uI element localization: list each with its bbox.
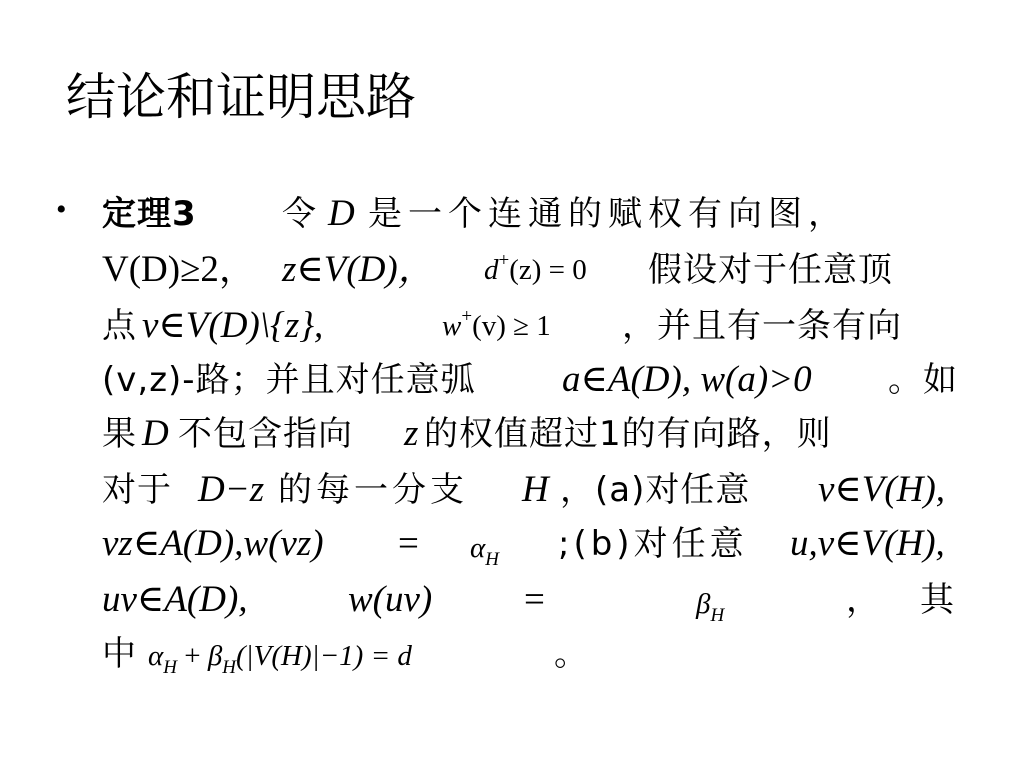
theorem-line-2-text: 假设对于任意顶 xyxy=(648,250,893,290)
arc-weight-cond: a∈A(D), w(a)>0 xyxy=(562,359,812,400)
uv-arc-weight: w(uv) xyxy=(348,579,433,620)
equals-sign-2: = xyxy=(524,579,545,620)
v-in-vh: v∈V(H), xyxy=(818,469,946,510)
theorem-guo: 果 xyxy=(102,414,137,454)
theorem-graph-d-2: D xyxy=(142,413,169,454)
theorem-line-1-text: 是一个连通的赋权有向图， xyxy=(368,194,848,234)
theorem-duiyu: 对于 xyxy=(102,470,172,510)
line-8-comma: ， xyxy=(846,580,881,620)
uv-in-vh: u,v∈V(H), xyxy=(790,523,945,564)
bullet-marker: • xyxy=(56,193,67,226)
theorem-label: 定理3 xyxy=(102,194,197,234)
uv-in-ad: uv∈A(D), xyxy=(102,579,248,620)
v-in-vd-minus-z: v∈V(D)\{z}, xyxy=(142,305,324,346)
z-in-v-cond: z∈V(D)， xyxy=(282,249,435,290)
theorem-line-3-text: ，并且有一条有向 xyxy=(622,306,902,346)
path-condition: (v,z)-路；并且对任意弧 xyxy=(102,360,476,400)
theorem-line-5-text: 的权值超过1的有向路，则 xyxy=(424,414,832,454)
theorem-ling: 令 xyxy=(282,194,317,234)
theorem-graph-d: D xyxy=(328,193,355,234)
theorem-qi: 其 xyxy=(920,580,955,620)
theorem-z: z xyxy=(404,413,419,454)
part-a-text: ，(a)对任意 xyxy=(560,470,751,510)
formula-outweight-v: w+(v) ≥ 1 xyxy=(442,306,551,342)
vz-arc-weight: vz∈A(D),w(vz) xyxy=(102,523,324,564)
component-h: H xyxy=(522,469,549,510)
theorem-zhong: 中 xyxy=(102,634,137,674)
line-9-end: 。 xyxy=(554,634,589,674)
formula-outdegree-z: d+(z) = 0 xyxy=(484,250,587,286)
equals-sign-1: = xyxy=(398,523,419,564)
beta-h: $\beta_H$ xyxy=(696,588,725,626)
d-minus-z: D−z xyxy=(198,469,265,510)
alpha-h: $\alpha_H$ xyxy=(470,532,499,570)
vertex-count-cond: V(D)≥2， xyxy=(102,249,256,290)
component-text: 的每一分支 xyxy=(278,470,468,510)
part-b-text: ;(b)对任意 xyxy=(558,524,748,564)
no-path-text: 不包含指向 xyxy=(178,414,353,454)
theorem-dian: 点 xyxy=(102,306,137,346)
theorem-line-4-text: 。如 xyxy=(888,360,958,400)
weight-sum-formula: $\alpha_H + \beta_H(|V(H)|-1) = d$ xyxy=(148,640,412,678)
slide-title: 结论和证明思路 xyxy=(66,68,416,126)
